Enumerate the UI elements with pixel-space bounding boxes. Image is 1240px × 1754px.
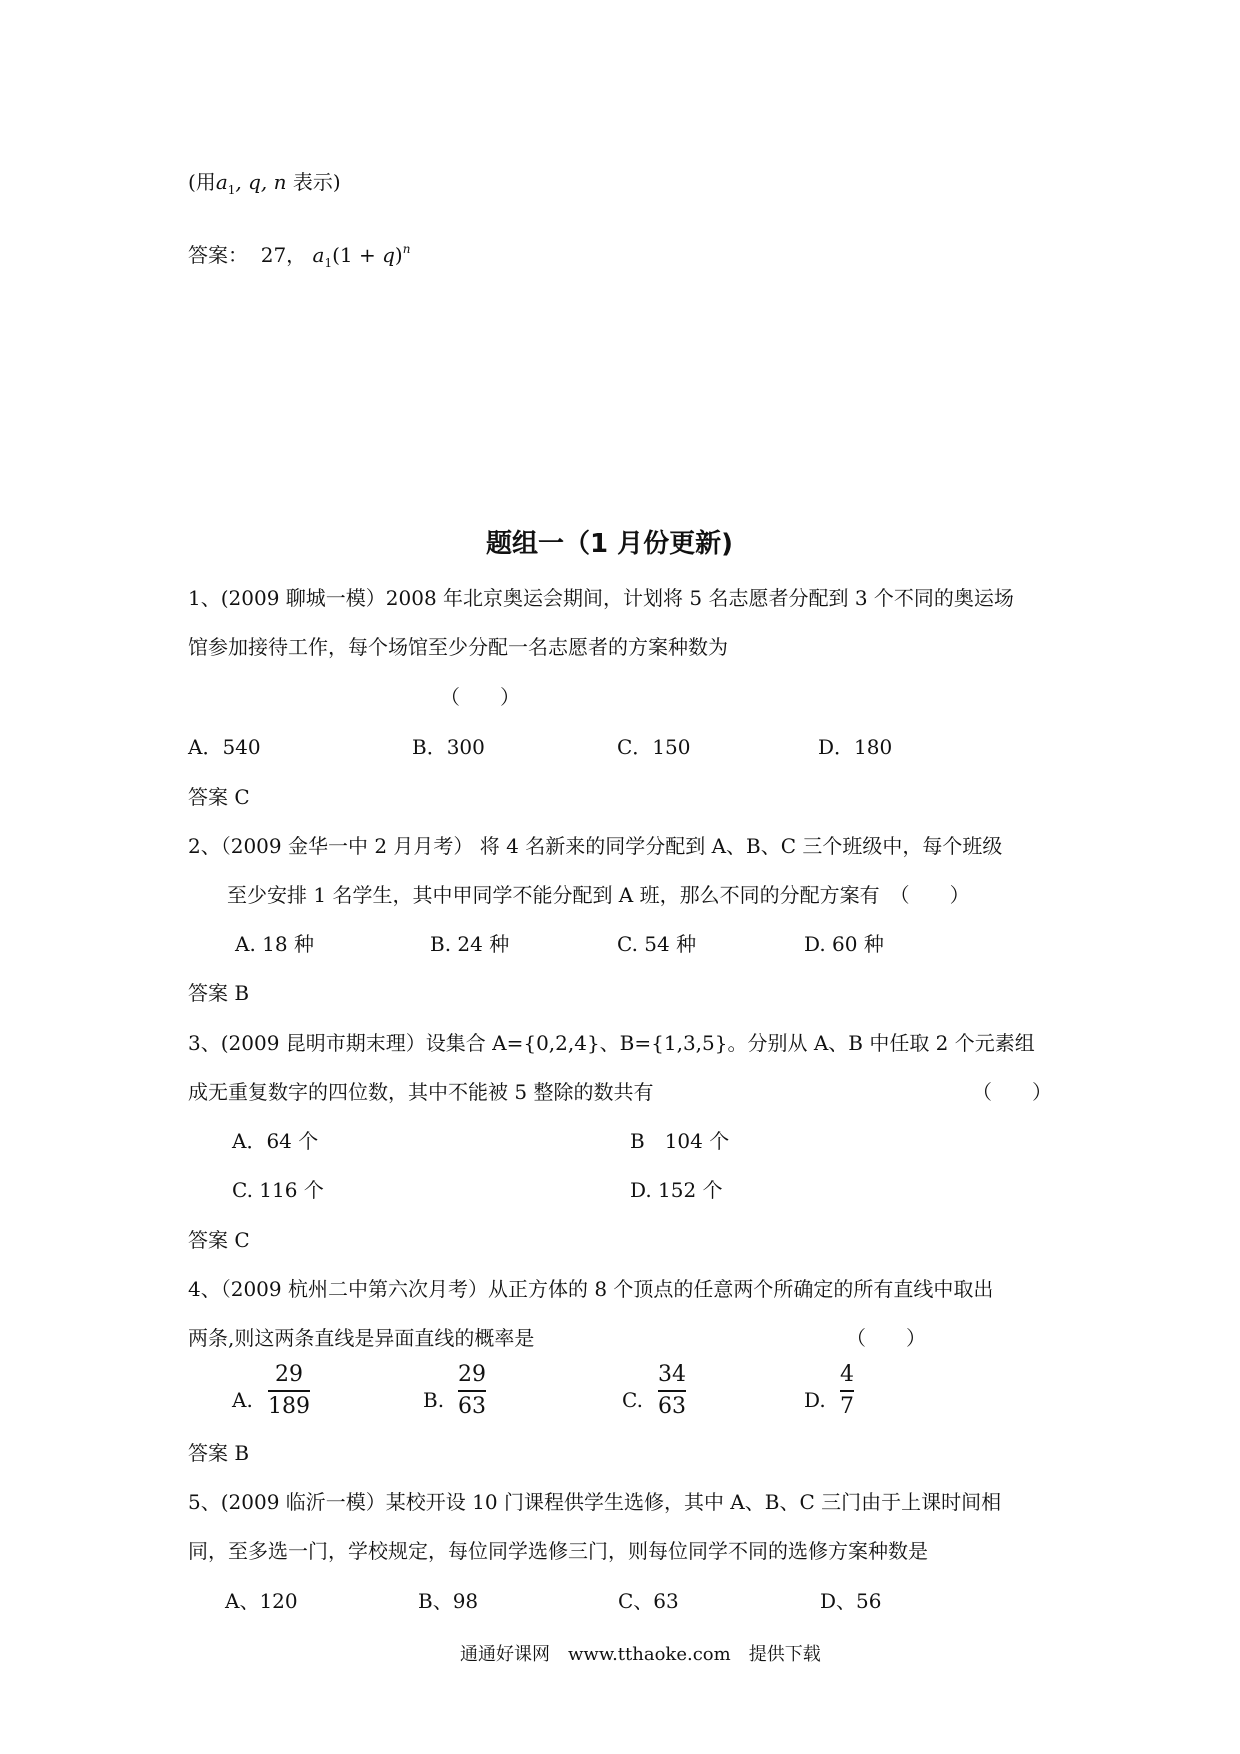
question-4-option-b-label: B. (423, 1388, 445, 1412)
question-1-option-c: C．150 (617, 735, 691, 759)
question-3-line1: 3、(2009 昆明市期末理）设集合 A={0,2,4}、B={1,3,5}。分别从 A、B 中任取 2 个元素组 (188, 1031, 1035, 1055)
intro-answer (188, 237, 410, 275)
section-title: 题组一（1 月份更新) (486, 529, 734, 559)
question-5-line2: 同，至多选一门，学校规定，每位同学选修三门，则每位同学不同的选修方案种数是 (188, 1539, 928, 1563)
fraction-denominator: 63 (658, 1394, 686, 1419)
answer-close: ) (394, 243, 403, 267)
page-footer: 通通好课网 www.tthaoke.com 提供下载 (460, 1644, 821, 1665)
question-3-option-c: C. 116 个 (232, 1178, 324, 1202)
question-1-answer: 答案 C (188, 785, 250, 809)
question-4-answer: 答案 B (188, 1441, 250, 1465)
question-4-line2: 两条,则这两条直线是异面直线的概率是 (188, 1326, 535, 1350)
answer-exponent: n (402, 242, 411, 256)
fraction-bar (268, 1390, 310, 1392)
question-4-option-a-fraction (268, 1362, 310, 1420)
answer-value: 27， (260, 243, 307, 267)
question-4-line1: 4、（2009 杭州二中第六次月考）从正方体的 8 个顶点的任意两个所确定的所有直线中取出 (188, 1277, 994, 1301)
question-4-option-c-fraction (658, 1362, 686, 1420)
fraction-numerator: 34 (658, 1362, 686, 1387)
var-a: a (215, 170, 228, 194)
question-4-option-a-label: A. (232, 1388, 253, 1412)
question-4-paren: （ ） (846, 1326, 926, 1350)
question-4-option-d-fraction (840, 1362, 854, 1420)
fraction-denominator: 63 (458, 1394, 486, 1419)
question-4-option-d-label: D. (804, 1388, 826, 1412)
question-5-option-c: C、63 (618, 1589, 679, 1613)
question-1-option-b: B．300 (412, 735, 485, 759)
question-5-option-b: B、98 (418, 1589, 479, 1613)
question-3-paren: （ ） (972, 1080, 1052, 1104)
question-3-option-b: B 104 个 (630, 1129, 730, 1153)
var-a-sub: 1 (227, 183, 236, 197)
question-3-option-a: A．64 个 (232, 1129, 319, 1153)
question-2-answer: 答案 B (188, 981, 250, 1005)
note-prefix: (用 (188, 170, 216, 194)
question-2-line2: 至少安排 1 名学生，其中甲同学不能分配到 A 班，那么不同的分配方案有 （ ） (227, 883, 970, 907)
fraction-denominator: 189 (268, 1394, 310, 1419)
question-2-option-a: A. 18 种 (235, 932, 314, 956)
note-suffix: 表示) (286, 170, 341, 194)
note-line (188, 170, 341, 202)
answer-mid: (1 + (332, 243, 383, 267)
var-qn: , q, n (235, 170, 287, 194)
question-3-answer: 答案 C (188, 1228, 250, 1252)
question-1-line2: 馆参加接待工作，每个场馆至少分配一名志愿者的方案种数为 (188, 635, 728, 659)
question-1-line1: 1、(2009 聊城一模）2008 年北京奥运会期间，计划将 5 名志愿者分配到 3 个不同的奥运场 (188, 586, 1014, 610)
question-2-option-b: B. 24 种 (430, 932, 510, 956)
question-3-line2: 成无重复数字的四位数，其中不能被 5 整除的数共有 (188, 1080, 654, 1104)
fraction-numerator: 29 (275, 1362, 303, 1387)
answer-label: 答案： (188, 243, 248, 267)
question-4-option-c-label: C. (622, 1388, 643, 1412)
var-a: a (312, 243, 325, 267)
question-5-line1: 5、(2009 临沂一模）某校开设 10 门课程供学生选修，其中 A、B、C 三门由于上课时间相 (188, 1490, 1002, 1514)
question-5-option-a: A、120 (225, 1589, 298, 1613)
question-3-option-d: D. 152 个 (630, 1178, 723, 1202)
question-2-line1: 2、（2009 金华一中 2 月月考） 将 4 名新来的同学分配到 A、B、C 三个班级中，每个班级 (188, 834, 1003, 858)
fraction-denominator: 7 (840, 1394, 854, 1419)
question-4-option-b-fraction (458, 1362, 486, 1420)
var-q: q (382, 243, 395, 267)
fraction-bar (658, 1390, 686, 1392)
question-2-option-d: D. 60 种 (804, 932, 884, 956)
question-5-option-d: D、56 (820, 1589, 882, 1613)
question-1-option-a: A．540 (188, 735, 261, 759)
var-a-sub: 1 (324, 256, 333, 270)
fraction-numerator: 4 (840, 1362, 854, 1387)
fraction-numerator: 29 (458, 1362, 486, 1387)
question-1-paren: （ ） (440, 685, 520, 709)
question-1-option-d: D．180 (818, 735, 893, 759)
fraction-bar (840, 1390, 854, 1392)
question-2-option-c: C. 54 种 (617, 932, 697, 956)
fraction-bar (458, 1390, 486, 1392)
